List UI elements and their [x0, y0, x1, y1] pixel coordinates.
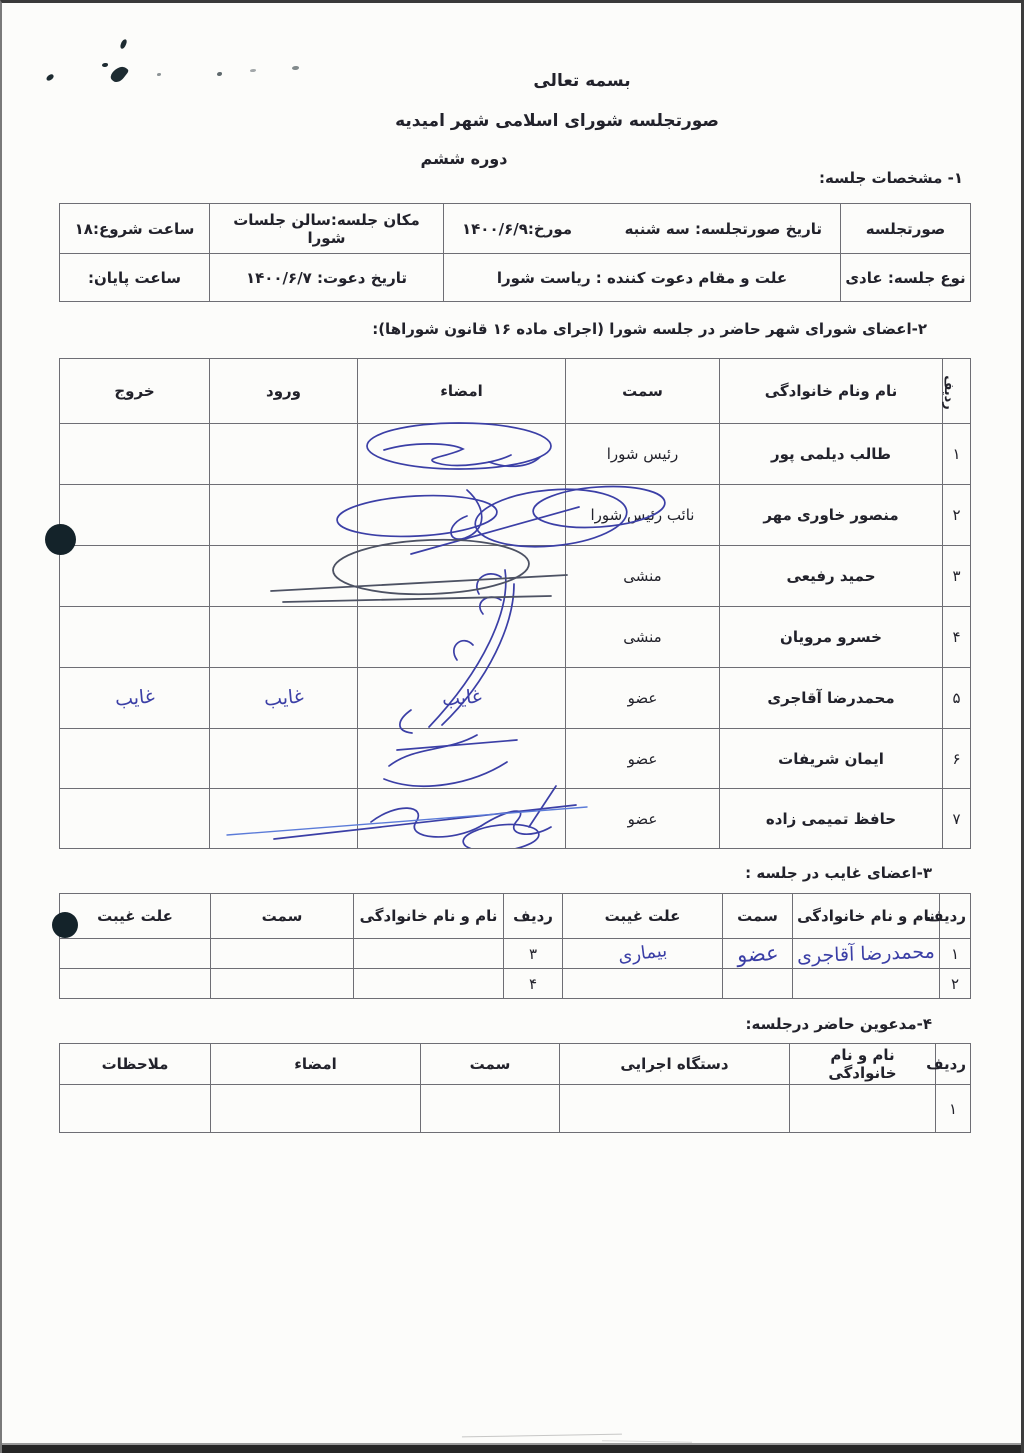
col-row-number-2: ردیف	[504, 894, 563, 939]
ink-speck	[45, 73, 54, 81]
start-time-cell: ساعت شروع:۱۸	[60, 204, 210, 254]
ink-speck	[217, 72, 222, 76]
punch-hole	[52, 912, 78, 938]
invitees-header-row	[60, 1044, 971, 1085]
col-absence-reason-2: علت غیبت	[60, 894, 211, 939]
col-signature: امضاء	[211, 1044, 421, 1085]
member-row: ۷ حافظ تمیمی زاده عضو	[60, 789, 971, 849]
end-time-cell: ساعت پایان:	[60, 254, 210, 302]
col-position: سمت	[566, 359, 720, 424]
handwritten-absent-signature: غایب	[440, 685, 483, 711]
col-position: سمت	[723, 894, 793, 939]
inviter-cell: علت و مقام دعوت کننده : ریاست شورا	[444, 254, 841, 302]
col-full-name: نام ونام خانوادگی	[720, 359, 943, 424]
col-agency: دستگاه اجرایی	[560, 1044, 790, 1085]
member-row: ۴ خسرو مرویان منشی	[60, 607, 971, 668]
present-members-table	[59, 358, 971, 849]
ink-speck	[109, 63, 130, 85]
absent-members-header-row	[60, 894, 971, 939]
handwritten-absent-exit: غایب	[113, 685, 156, 711]
col-row-number: ردیف	[936, 1044, 971, 1085]
meeting-date-text: تاریخ صورتجلسه: سه شنبه	[624, 219, 822, 238]
col-row-number: ردیف	[940, 894, 971, 939]
invite-date-cell: تاریخ دعوت: ۱۴۰۰/۶/۷	[210, 254, 444, 302]
section2-label: ۲-اعضای شورای شهر حاضر در جلسه شورا (اجرای ماده ۱۶ قانون شوراها):	[372, 320, 927, 338]
punch-hole	[45, 524, 76, 555]
member-row: ۱ طالب دیلمی پور رئیس شورا	[60, 424, 971, 485]
minutes-label-cell: صورتجلسه	[841, 204, 971, 254]
section1-label: ۱- مشخصات جلسه:	[819, 169, 963, 187]
ink-speck	[119, 38, 127, 49]
col-position-2: سمت	[211, 894, 354, 939]
member-row: ۳ حمید رفیعی منشی	[60, 546, 971, 607]
member-row: ۲ منصور خاوری مهر نائب رئیس شورا	[60, 485, 971, 546]
document-title: صورتجلسه شورای اسلامی شهر امیدیه	[395, 111, 719, 131]
meeting-type-cell: نوع جلسه: عادی	[841, 254, 971, 302]
absent-row: ۱ محمدرضا آقاجری عضو بیماری ۳	[60, 939, 971, 969]
bismillah-text: بسمه تعالی	[533, 71, 631, 91]
ink-speck	[157, 73, 161, 76]
ink-speck	[292, 66, 299, 70]
col-position: سمت	[421, 1044, 560, 1085]
col-row-number: ردیف	[943, 359, 971, 424]
handwritten-absent-position: عضو	[736, 940, 779, 967]
col-notes: ملاحظات	[60, 1044, 211, 1085]
member-row: ۶ ایمان شریفات عضو	[60, 729, 971, 789]
section3-label: ۳-اعضای غایب در جلسه :	[745, 864, 932, 882]
meeting-info-table	[59, 203, 971, 302]
col-full-name: نام و نام خانوادگی	[790, 1044, 936, 1085]
scan-artifact	[462, 1434, 622, 1444]
absent-row: ۲ ۴	[60, 969, 971, 999]
ink-speck	[250, 69, 256, 72]
meeting-date-cell	[444, 204, 841, 254]
col-exit: خروج	[60, 359, 210, 424]
present-members-header-row	[60, 359, 971, 424]
term-subtitle: دوره ششم	[420, 149, 508, 168]
meeting-location-cell: مکان جلسه:سالن جلسات شورا	[210, 204, 444, 254]
scan-edge	[2, 1443, 1021, 1453]
col-full-name-2: نام و نام خانوادگی	[354, 894, 504, 939]
handwritten-absence-reason: بیماری	[616, 940, 669, 967]
col-absence-reason: علت غیبت	[563, 894, 723, 939]
invitees-table	[59, 1043, 971, 1133]
member-row-absent: ۵ محمدرضا آقاجری عضو غایب غایب غایب	[60, 668, 971, 729]
section4-label: ۴-مدعوین حاضر درجلسه:	[745, 1015, 932, 1033]
handwritten-absent-name: محمدرضا آقاجری	[796, 940, 936, 967]
absent-members-table	[59, 893, 971, 999]
col-entry: ورود	[210, 359, 358, 424]
handwritten-absent-entry: غایب	[262, 685, 305, 711]
invitee-row: ۱	[60, 1085, 971, 1133]
meeting-dated-text: مورخ:۱۴۰۰/۶/۹	[462, 219, 573, 238]
col-full-name: نام و نام خانوادگی	[793, 894, 940, 939]
col-signature: امضاء	[358, 359, 566, 424]
ink-speck	[102, 63, 108, 67]
